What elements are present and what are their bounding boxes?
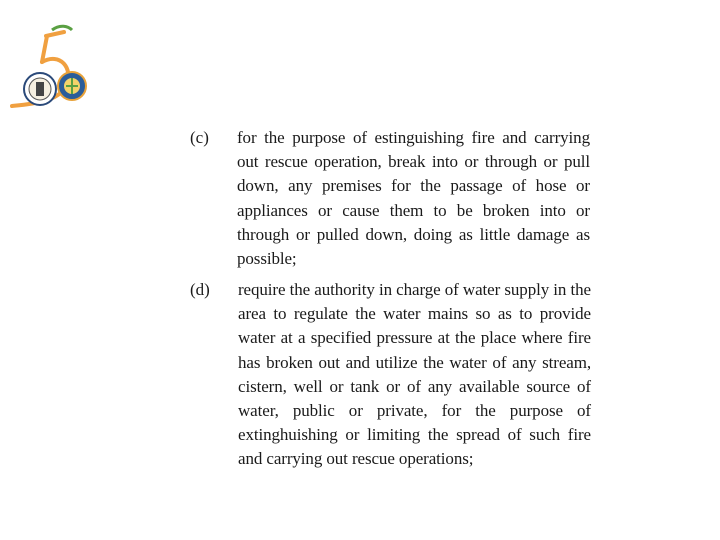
clause-c-text: for the purpose of estinguishing fire and carrying out rescue operation, break into or through or pull down, any premises for the passage of hose or appliances or cause them to be broken into or through or pulled down, doing as little damage as possible; [237,128,590,269]
golden-jubilee-logo [2,22,102,110]
clause-c-marker: (c) [190,128,209,147]
clause-d-text: require the authority in charge of water supply in the area to regulate the water mains so as to provide water at a specified pressure at the place where fire has broken out and utilize the water of any stream, cistern, well or tank or of any available source of water, public or private, for the purpose of extinghuishing or limiting the spread of such fire and carrying out rescue operations; [238,280,591,469]
jubilee-emblem-icon [2,22,102,110]
clause-d-marker: (d) [190,280,210,299]
